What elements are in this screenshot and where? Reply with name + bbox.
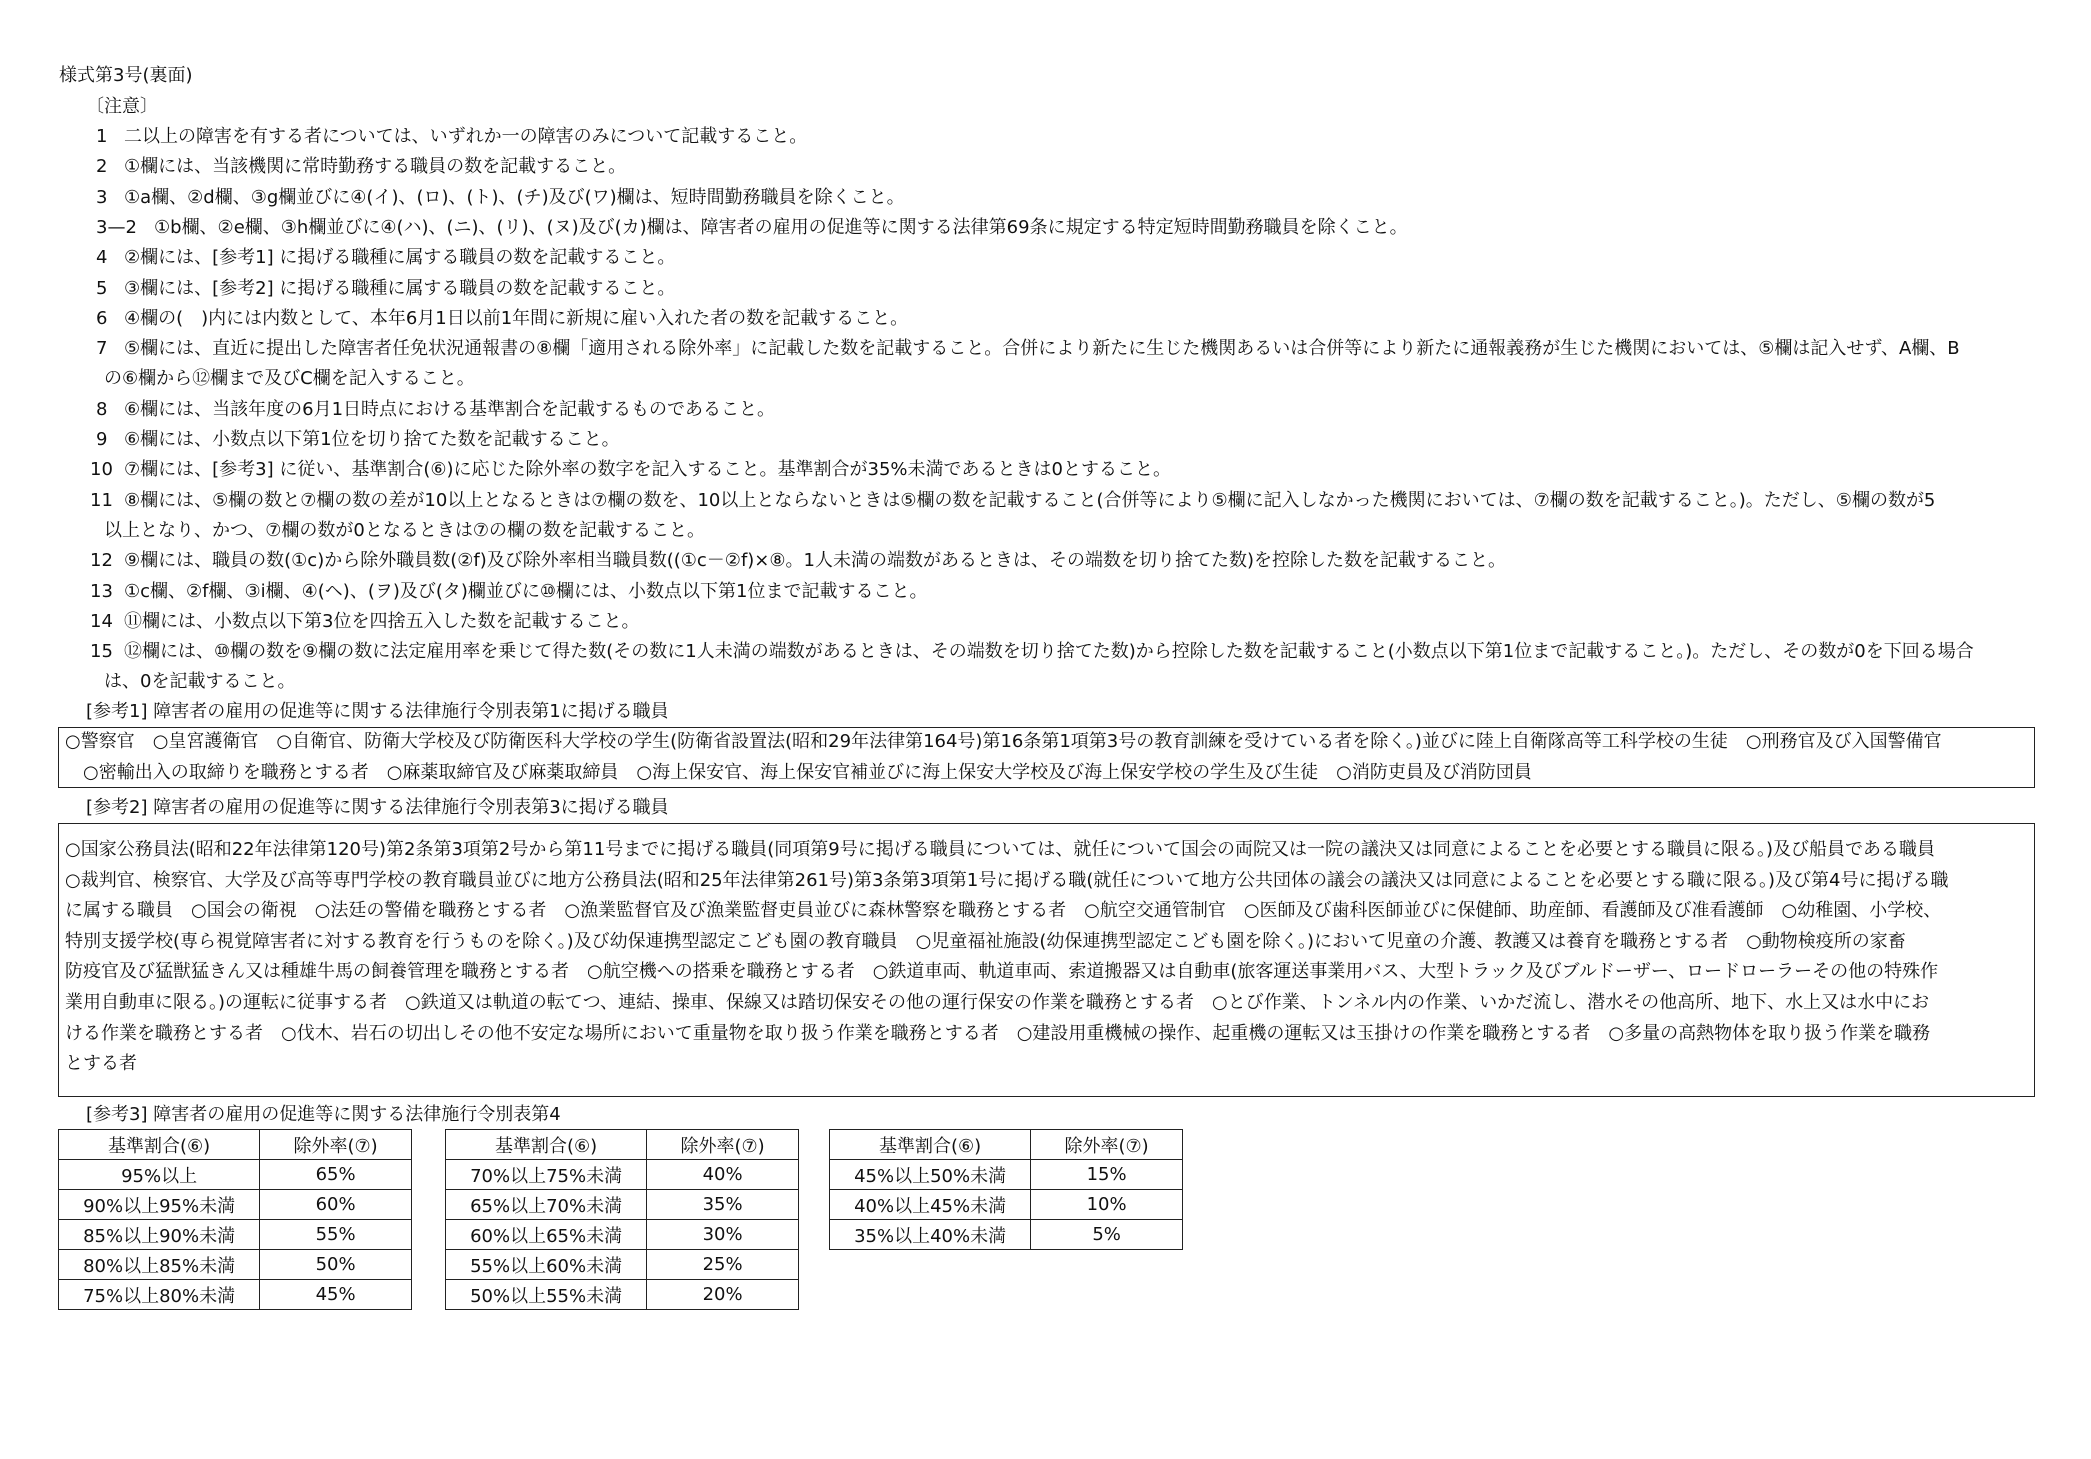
table-row: [59, 1220, 412, 1250]
base-ratio-cell: 85%以上90%未満: [59, 1220, 260, 1250]
base-ratio-cell: 95%以上: [59, 1160, 260, 1190]
note-text: ⑤欄には、直近に提出した障害者任免状況通報書の⑧欄「適用される除外率」に記載した数を記載すること。合併により新たに生じた機関あるいは合併等により新たに通報義務が生じた機関においては、⑤欄は記入せず、A欄、B: [124, 338, 1960, 360]
base-ratio-cell: 90%以上95%未満: [59, 1190, 260, 1220]
base-ratio-cell: 80%以上85%未満: [59, 1250, 260, 1280]
exclusion-rate-cell: 40%: [647, 1160, 799, 1190]
note-text: ①b欄、②e欄、③h欄並びに④(ハ)、(ニ)、(リ)、(ヌ)及び(カ)欄は、障害者の雇用の促進等に関する法律第69条に規定する特定短時間勤務職員を除くこと。: [154, 216, 1408, 238]
note-number: 14: [90, 610, 113, 632]
note-text: ⑫欄には、⑩欄の数を⑨欄の数に法定雇用率を乗じて得た数(その数に1人未満の端数があるときは、その端数を切り捨てた数)から控除した数を記載すること(小数点以下第1位まで記載すること。)。ただし、その数が0を下回る場合: [124, 641, 1974, 663]
header-base-ratio: 基準割合(⑥): [830, 1130, 1031, 1160]
note-number: 7: [96, 338, 108, 360]
ref1-line: ○警察官 ○皇宮護衛官 ○自衛官、防衛大学校及び防衛医科大学校の学生(防衛省設置法(昭和29年法律第164号)第16条第1項第3号の教育訓練を受けている者を除く。)並びに陸上自衛隊高等工科学校の生徒 ○刑務官及び入国警備官: [65, 731, 1942, 752]
ref1-line: ○密輸出入の取締りを職務とする者 ○麻薬取締官及び麻薬取締員 ○海上保安官、海上保安官補並びに海上保安大学校及び海上保安学校の学生及び生徒 ○消防吏員及び消防団員: [65, 762, 1532, 783]
notes-heading: 〔注意〕: [86, 96, 158, 117]
ref1-box: [58, 727, 2035, 788]
table-row: [59, 1250, 412, 1280]
note-text: ③欄には、[参考2] に掲げる職種に属する職員の数を記載すること。: [124, 277, 676, 299]
exclusion-rate-cell: 10%: [1031, 1190, 1183, 1220]
exclusion-rate-table: [58, 1129, 412, 1310]
note-number: 8: [96, 398, 108, 420]
ref2-line: に属する職員 ○国会の衛視 ○法廷の警備を職務とする者 ○漁業監督官及び漁業監督吏員並びに森林警察を職務とする者 ○航空交通管制官 ○医師及び歯科医師並びに保健師、助産師、看護師及び准看護師 ○幼稚園、小学校、: [65, 900, 1942, 922]
exclusion-rate-cell: 15%: [1031, 1160, 1183, 1190]
table-row: [59, 1190, 412, 1220]
note-number: 11: [90, 489, 113, 511]
base-ratio-cell: 35%以上40%未満: [830, 1220, 1031, 1250]
table-row: [446, 1250, 799, 1280]
table-row: [446, 1160, 799, 1190]
note-number: 2: [96, 156, 108, 178]
note-text: ⑥欄には、当該年度の6月1日時点における基準割合を記載するものであること。: [124, 398, 776, 420]
exclusion-rate-cell: 5%: [1031, 1220, 1183, 1250]
note-text: 二以上の障害を有する者については、いずれか一の障害のみについて記載すること。: [124, 126, 808, 147]
note-number: 9: [96, 429, 108, 450]
ref2-line: 防疫官及び猛獣猛きん又は種雄牛馬の飼養管理を職務とする者 ○航空機への搭乗を職務とする者 ○鉄道車両、軌道車両、索道搬器又は自動車(旅客運送事業用バス、大型トラック及びブルドーザー、ロードローラーその他の特殊作: [65, 961, 1939, 983]
ref2-line: 特別支援学校(専ら視覚障害者に対する教育を行うものを除く。)及び幼保連携型認定こども園の教育職員 ○児童福祉施設(幼保連携型認定こども園を除く。)において児童の介護、教護又は養育を職務とする者 ○動物検疫所の家畜: [65, 930, 1906, 952]
note-text: ①c欄、②f欄、③i欄、④(ヘ)、(ヲ)及び(タ)欄並びに⑩欄には、小数点以下第1位まで記載すること。: [124, 580, 928, 602]
note-text: ⑦欄には、[参考3] に従い、基準割合(⑥)に応じた除外率の数字を記入すること。基準割合が35%未満であるときは0とすること。: [124, 459, 1171, 481]
ref1-heading: [参考1] 障害者の雇用の促進等に関する法律施行令別表第1に掲げる職員: [86, 701, 669, 722]
exclusion-rate-cell: 50%: [260, 1250, 412, 1280]
ref2-line: ○国家公務員法(昭和22年法律第120号)第2条第3項第2号から第11号までに掲げる職員(同項第9号に掲げる職員については、就任について国会の両院又は一院の議決又は同意によることを必要とする職員に限る。)及び船員である職員: [65, 839, 1936, 860]
exclusion-rate-cell: 55%: [260, 1220, 412, 1250]
table-row: [59, 1160, 412, 1190]
note-text: ⑥欄には、小数点以下第1位を切り捨てた数を記載すること。: [124, 429, 620, 450]
exclusion-rate-cell: 45%: [260, 1280, 412, 1310]
exclusion-rate-cell: 65%: [260, 1160, 412, 1190]
table-row: [446, 1280, 799, 1310]
note-text: ②欄には、[参考1] に掲げる職種に属する職員の数を記載すること。: [124, 247, 676, 269]
exclusion-rate-table: [445, 1129, 799, 1310]
header-exclusion-rate: 除外率(⑦): [647, 1130, 799, 1160]
note-text-continued: は、0を記載すること。: [104, 671, 296, 693]
table-row: [446, 1220, 799, 1250]
table-row: [446, 1190, 799, 1220]
ref2-line: とする者: [65, 1053, 137, 1075]
base-ratio-cell: 45%以上50%未満: [830, 1160, 1031, 1190]
table-header-row: [446, 1130, 799, 1160]
base-ratio-cell: 75%以上80%未満: [59, 1280, 260, 1310]
note-text: ⑧欄には、⑤欄の数と⑦欄の数の差が10以上となるときは⑦欄の数を、10以上とならないときは⑤欄の数を記載すること(合併等により⑤欄に記入しなかった機関においては、⑦欄の数を記載すること。)。ただし、⑤欄の数が5: [124, 489, 1936, 511]
ref2-line: ける作業を職務とする者 ○伐木、岩石の切出しその他不安定な場所において重量物を取り扱う作業を職務とする者 ○建設用重機械の操作、起重機の運転又は玉掛けの作業を職務とする者 ○多量の高熱物体を取り扱う作業を職務: [65, 1022, 1931, 1044]
note-text: ④欄の( )内には内数として、本年6月1日以前1年間に新規に雇い入れた者の数を記載すること。: [124, 307, 909, 329]
exclusion-rate-cell: 20%: [647, 1280, 799, 1310]
ref2-box: [58, 823, 2035, 1097]
note-number: 5: [96, 277, 108, 299]
note-number: 10: [90, 459, 113, 481]
table-row: [59, 1280, 412, 1310]
base-ratio-cell: 60%以上65%未満: [446, 1220, 647, 1250]
table-header-row: [830, 1130, 1183, 1160]
note-number: 3—2: [96, 216, 137, 238]
ref3-heading: [参考3] 障害者の雇用の促進等に関する法律施行令別表第4: [86, 1104, 561, 1125]
table-row: [830, 1160, 1183, 1190]
exclusion-rate-cell: 25%: [647, 1250, 799, 1280]
header-exclusion-rate: 除外率(⑦): [1031, 1130, 1183, 1160]
note-number: 15: [90, 641, 113, 663]
note-text: ①欄には、当該機関に常時勤務する職員の数を記載すること。: [124, 156, 627, 178]
note-text: ⑪欄には、小数点以下第3位を四捨五入した数を記載すること。: [124, 610, 640, 632]
note-text: ⑨欄には、職員の数(①c)から除外職員数(②f)及び除外率相当職員数((①c－②f)×⑧。1人未満の端数があるときは、その端数を切り捨てた数)を控除した数を記載すること。: [124, 550, 1506, 572]
table-row: [830, 1190, 1183, 1220]
note-text-continued: の⑥欄から⑫欄まで及びC欄を記入すること。: [104, 368, 475, 390]
ref2-line: ○裁判官、検察官、大学及び高等専門学校の教育職員並びに地方公務員法(昭和25年法律第261号)第3条第3項第1号に掲げる職(就任について地方公共団体の議会の議決又は同意によることを必要とする職に限る。)及び第4号に掲げる職: [65, 869, 1949, 891]
exclusion-rate-table: [829, 1129, 1183, 1250]
form-title: 様式第3号(裏面): [59, 65, 193, 86]
exclusion-rate-cell: 35%: [647, 1190, 799, 1220]
exclusion-rate-cell: 30%: [647, 1220, 799, 1250]
base-ratio-cell: 40%以上45%未満: [830, 1190, 1031, 1220]
header-base-ratio: 基準割合(⑥): [59, 1130, 260, 1160]
note-text-continued: 以上となり、かつ、⑦欄の数が0となるときは⑦の欄の数を記載すること。: [104, 519, 706, 541]
table-header-row: [59, 1130, 412, 1160]
table-row: [830, 1220, 1183, 1250]
base-ratio-cell: 55%以上60%未満: [446, 1250, 647, 1280]
note-number: 3: [96, 186, 108, 208]
note-number: 1: [96, 126, 108, 147]
exclusion-rate-cell: 60%: [260, 1190, 412, 1220]
base-ratio-cell: 50%以上55%未満: [446, 1280, 647, 1310]
header-exclusion-rate: 除外率(⑦): [260, 1130, 412, 1160]
base-ratio-cell: 70%以上75%未満: [446, 1160, 647, 1190]
ref2-line: 業用自動車に限る。)の運転に従事する者 ○鉄道又は軌道の転てつ、連結、操車、保線又は踏切保安その他の運行保安の作業を職務とする者 ○とび作業、トンネル内の作業、いかだ流し、潜水その他高所、地下、水上又は水中にお: [65, 992, 1930, 1013]
note-number: 4: [96, 247, 108, 269]
header-base-ratio: 基準割合(⑥): [446, 1130, 647, 1160]
note-number: 12: [90, 550, 113, 572]
note-number: 13: [90, 580, 113, 602]
ref2-heading: [参考2] 障害者の雇用の促進等に関する法律施行令別表第3に掲げる職員: [86, 797, 669, 818]
base-ratio-cell: 65%以上70%未満: [446, 1190, 647, 1220]
note-text: ①a欄、②d欄、③g欄並びに④(イ)、(ロ)、(ト)、(チ)及び(ワ)欄は、短時間勤務職員を除くこと。: [124, 186, 905, 208]
note-number: 6: [96, 307, 108, 329]
